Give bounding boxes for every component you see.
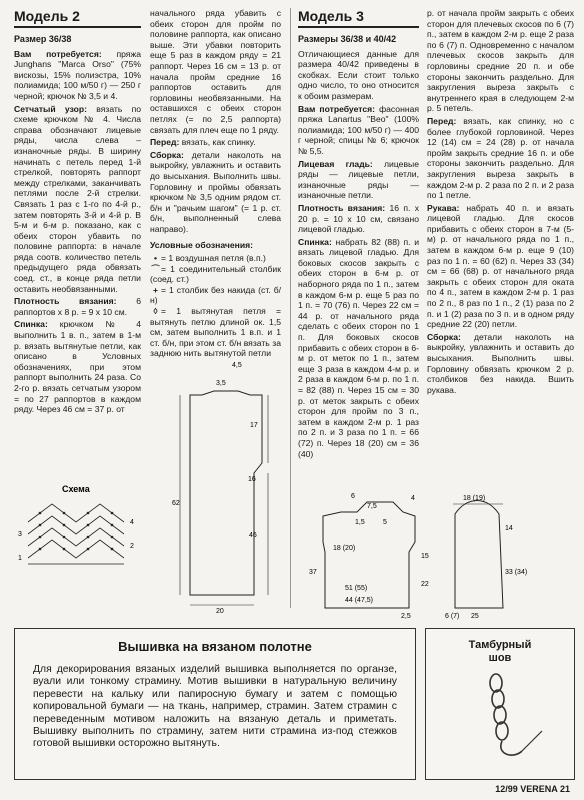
column-divider (290, 8, 291, 608)
row-number: 4 (130, 519, 134, 526)
measure-label: 18 (20) (333, 545, 356, 552)
chain-stitch-illustration (426, 665, 574, 775)
row-number: 3 (18, 531, 22, 538)
model3-size: Размеры 36/38 и 40/42 (298, 34, 397, 44)
model3-pattern-schematic (305, 490, 535, 620)
legend-item: • = 1 воздушная петля (в.п.) (150, 253, 281, 264)
model3-density: Плотность вязания: 16 п. х 20 р. = 10 х 10 см, связано лицевой гладью. (298, 202, 419, 235)
row-number: 2 (130, 543, 134, 550)
chain-stitch-title: Тамбурный шов (468, 639, 532, 664)
model2-pattern-schematic (172, 355, 272, 615)
model2-assembly: Сборка: детали наколоть на выкройку, увлажнить и оставить до высыхания. Выполнить швы. Горловину и проймы обвязать крючком № 3,5 одним рядом ст. б/н и "рачьим шагом" (= 1 р. ст. б/н, выполненный слева направо). (150, 149, 281, 234)
model3-back: Спинка: набрать 82 (88) п. и вязать лицевой гладью. Для боковых скосов закрыть с обеих сторон в 6-м р. от наборного ряда по 1 п., затем в каждом 6-м р. еще 5 раз по 1 п. = 70 (76) п. Через 22 см = 44 р. от начального ряда сделать с обеих сторон по 1 п. Для боковых скосов прибавить с обеих сторон в 6-м р. от меток по 1 п., затем еще 3 раза в каждом 4-м р. и 2 раза в каждом 6-м р. по 1 п. = 82 (88) п. Через 15 см = 30 р. от меток закрыть с обеих сторон для пройм по 3 п., затем в каждом 2-м р. 1 раз по 2 п. и 3 раза по 1 п. = 66 (72) п. Через 18 (20) см = 36 (40) (298, 236, 419, 459)
model2-title: Модель 2 (14, 8, 141, 28)
measure-label: 20 (216, 608, 224, 615)
model3-stockinette: Лицевая гладь: лицевые ряды — лицевые петли, изнаночные ряды — изнаночные петли. (298, 158, 419, 201)
measure-label: 18 (19) (463, 495, 486, 502)
single-crochet-icon: + (152, 284, 159, 295)
legend-item: + = 1 столбик без накида (ст. б/н) (150, 284, 281, 306)
legend-title: Условные обозначения: (150, 240, 253, 251)
measure-label: 2,5 (401, 613, 411, 620)
measure-label: 46 (249, 532, 257, 539)
chain-stitch-icon (490, 674, 542, 755)
measure-label: 3,5 (216, 380, 226, 387)
embroidery-text: Для декорирования вязаных изделий вышивка выполняется по органзе, вуали или тонкому страмину. Мотив вышивки в натуральную величину перевести на кальку или папиросную бумагу и затем с помощью копировальной бумаги — на ткань, например, страмин. Затем страмин с переведенным мотивом наложить на вязаную деталь и приметать. Вышивку выполнить по страмину, затем нити страмина из-под стежков готовой вышивки осторожно вытянуть. (33, 664, 397, 750)
row-number: 1 (18, 555, 22, 562)
measure-label: 14 (505, 525, 513, 532)
crochet-scheme (18, 482, 148, 578)
measure-label: 15 (421, 553, 429, 560)
measure-label: 51 (55) (345, 585, 368, 592)
measure-label: 5 (383, 519, 387, 526)
measure-label: 25 (471, 613, 479, 620)
slip-stitch-icon: ⌒ (151, 263, 160, 274)
measure-label: 44 (47,5) (345, 597, 374, 604)
model3-intro: Отличающиеся данные для размера 40/42 приведены в скобках. Если стоит только одно число, то оно относится к обоим размерам. (298, 48, 419, 101)
model3-title: Модель 3 (298, 8, 419, 28)
model2-column-1 (14, 8, 141, 417)
model3-column-2 (427, 8, 574, 397)
measure-label: 33 (34) (505, 569, 528, 576)
measure-label: 4 (411, 495, 415, 502)
scheme-chart (28, 504, 124, 564)
measure-label: 7,5 (367, 503, 377, 510)
measure-label: 37 (309, 569, 317, 576)
measure-label: 6 (351, 493, 355, 500)
measure-label: 22 (421, 581, 429, 588)
legend-item: ⌒= 1 соединительный столбик (соед. ст.) (150, 263, 281, 285)
measure-label: 16 (248, 476, 256, 483)
model2-column-2 (150, 8, 281, 359)
embroidery-box (14, 628, 416, 780)
measure-label: 4,5 (232, 362, 242, 369)
chain-stitch-icon: • (153, 253, 157, 264)
page-footer: 12/99 VERENA 21 (495, 784, 570, 794)
embroidery-title: Вышивка на вязаном полотне (118, 639, 312, 654)
measure-label: 17 (250, 422, 258, 429)
model2-density: Плотность вязания: 6 раппортов х 8 р. = 9 х 10 см. (14, 296, 141, 317)
model2-front: Перед: вязать, как спинку. (150, 137, 256, 148)
model3-assembly: Сборка: детали наколоть на выкройку, увлажнить и оставить до высыхания. Выполнить швы. Горловину обвязать крючком 2 р. столбиков без накида. Вшить рукава. (427, 331, 574, 395)
model3-materials: Вам потребуется: фасонная пряжа Lanartus "Beo" (100% полиамида; 100 м/50 г) — 400 г черной; спицы № 6; крючок № 5,5. (298, 103, 420, 156)
model2-materials: Вам потребуется: пряжа Junghans "Marca Orso" (75% вискозы, 15% полиэстра, 10% полиамида; 100 м/50 г) — 250 г черной; крючок № 3,5 и 4. (14, 48, 141, 101)
model2-mesh-pattern: Сетчатый узор: вязать по схеме крючком № 4. Числа справа обозначают лицевые ряды, числа слева – изнаночные ряды. В ширину начинать с петель перед 1-й стрелкой, повторять раппорт между стрелками, заканчивать петлями после 2-й стрелки. Связать 1 раз с 1-го по 4-й р., затем повторять 3-й и 4-й р. В 5-м и 6-м р. показано, как с обеих сторон убавить по половине раппорта: в начале ряда соотв. количество петель предыдущего ряда обвязать соед. ст., в конце ряда петли оставить необвязанными. (14, 103, 142, 294)
pulled-loop-icon: ◊ (153, 306, 158, 317)
model2-back: Спинка: крючком № 4 выполнить 1 в. п., затем в 1-м р. вязать вытянутые петли, как описано в Условных обозначениях, при этом раппорт выполнить 24 раза. Со 2-го р. вязать сетчатым узором = по 27 раппортов в каждом ряду. Через 46 см = 37 р. от (14, 319, 141, 415)
chain-stitch-box (425, 628, 575, 780)
measure-label: 6 (7) (445, 613, 460, 620)
model3-sleeve: Рукава: набрать 40 п. и вязать лицевой гладью. Для скосов прибавить с обеих сторон в 7-м (5-м) р. от начального ряда по 1 п., затем в каждом 6-м р. еще 9 (10) раз по 1 п. = 60 (62) п. Через 33 (34) см = 66 (68) р. от начального ряда закрыть с обеих сторон для оката по 4 п., затем в каждом 2-м р. 1 раз по 2 п., 8 раз по 1 п., 2 (1) раза по 2 п. и 1 (2) раза по 3 п. и в одном ряду средние 22 (20) петли. (427, 202, 575, 330)
model2-size: Размер 36/38 (14, 34, 72, 44)
model3-front: Перед: вязать, как спинку, но с более глубокой горловиной. Через 12 (14) см = 24 (28) р. от начала пройм закрыть средние 16 п. и обе стороны закончить раздельно. Для закругления выреза закрыть в каждом 2-м р. 2 раза по 2 п. и 2 раза по 1 петле. (427, 115, 574, 201)
scheme-label: Схема (62, 484, 90, 494)
model3-back-continued: р. от начала пройм закрыть с обеих сторон для плечевых скосов по 6 (7) п., затем в каждом 2-м р. еще 2 раза по 6 (7) п. Одновременно с началом плечевых скосов закрыть для горловины средние 20 п. и обе стороны закончить раздельно. Для закругления выреза закрыть с внутреннего края в следующем 2-м р. 5 петель. (427, 8, 574, 114)
model3-column-1 (298, 8, 419, 461)
model2-back-continued: начального ряда убавить с обеих сторон для пройм по половине раппорта, как описано выше. Эти убавки повторить еще 5 раз в каждом ряду = 21 раппорт. Через 16 см = 13 р. от начала пройм средние 16 раппортов оставить для горловины необвязанными. На оставшихся с обеих сторон петлях (= по 2,5 раппорта) связать для плеч еще по 1 ряду. (150, 8, 281, 135)
measure-label: 62 (172, 500, 180, 507)
measure-label: 1,5 (355, 519, 365, 526)
legend-item: ◊ = 1 вытянутая петля = вытянуть петлю длиной ок. 1,5 см, затем выполнить 1 в.п. и 1 ст. б/н, при этом ст. б/н вязать за заднюю нить вытянутой петли (150, 306, 281, 359)
